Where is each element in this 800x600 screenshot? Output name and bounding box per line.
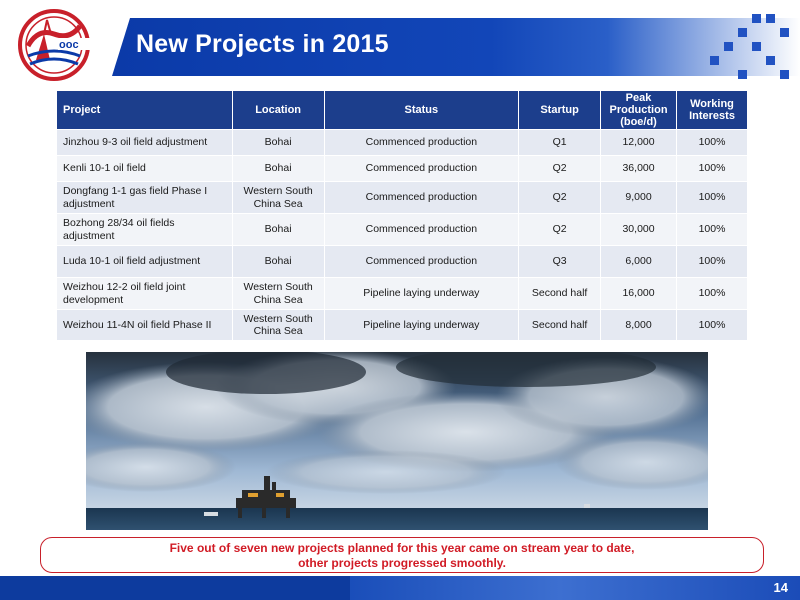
table-row <box>57 156 748 182</box>
column-header-peak-production: Peak Production (boe/d) <box>601 91 677 130</box>
cell-project: Dongfang 1-1 gas field Phase I adjustment <box>57 182 233 214</box>
cell-project: Jinzhou 9-3 oil field adjustment <box>57 130 233 156</box>
svg-text:ooc: ooc <box>59 39 79 51</box>
cell-project: Weizhou 12-2 oil field joint development <box>57 278 233 310</box>
cell-startup: Q2 <box>519 156 601 182</box>
table-row <box>57 310 748 341</box>
cell-status: Commenced production <box>324 246 519 278</box>
table-row <box>57 182 748 214</box>
column-header-working-interests: Working Interests <box>677 91 748 130</box>
table-row <box>57 130 748 156</box>
cell-working-interest: 100% <box>677 278 748 310</box>
projects-table <box>56 90 748 341</box>
page-title: New Projects in 2015 <box>136 30 389 58</box>
cell-startup: Q2 <box>519 182 601 214</box>
cell-peak-production: 6,000 <box>601 246 677 278</box>
cell-location: Western South China Sea <box>232 182 324 214</box>
cell-peak-production: 16,000 <box>601 278 677 310</box>
cnooc-logo-icon <box>14 6 100 84</box>
cell-peak-production: 8,000 <box>601 310 677 341</box>
footer-accent <box>0 576 350 600</box>
cell-status: Commenced production <box>324 130 519 156</box>
cell-peak-production: 9,000 <box>601 182 677 214</box>
cell-location: Bohai <box>232 156 324 182</box>
cell-project: Weizhou 11-4N oil field Phase II <box>57 310 233 341</box>
column-header-startup: Startup <box>519 91 601 130</box>
summary-callout <box>40 537 764 573</box>
cell-status: Commenced production <box>324 214 519 246</box>
cell-working-interest: 100% <box>677 182 748 214</box>
cell-location: Bohai <box>232 214 324 246</box>
table-row <box>57 278 748 310</box>
offshore-platform-photo <box>86 352 708 530</box>
cell-working-interest: 100% <box>677 156 748 182</box>
cell-peak-production: 36,000 <box>601 156 677 182</box>
cell-startup: Q3 <box>519 246 601 278</box>
cell-startup: Q2 <box>519 214 601 246</box>
cell-working-interest: 100% <box>677 214 748 246</box>
table-row <box>57 246 748 278</box>
cell-startup: Q1 <box>519 130 601 156</box>
column-header-status: Status <box>324 91 519 130</box>
column-header-location: Location <box>232 91 324 130</box>
table-row <box>57 214 748 246</box>
page-number: 14 <box>773 580 788 595</box>
cell-startup: Second half <box>519 278 601 310</box>
cell-location: Bohai <box>232 130 324 156</box>
cell-location: Bohai <box>232 246 324 278</box>
cell-project: Bozhong 28/34 oil fields adjustment <box>57 214 233 246</box>
cell-status: Pipeline laying underway <box>324 310 519 341</box>
cell-project: Kenli 10-1 oil field <box>57 156 233 182</box>
cell-status: Pipeline laying underway <box>324 278 519 310</box>
table-header-row <box>57 91 748 130</box>
cell-status: Commenced production <box>324 156 519 182</box>
cell-working-interest: 100% <box>677 310 748 341</box>
callout-line-1: Five out of seven new projects planned for this year came on stream year to date, <box>169 541 635 555</box>
cell-working-interest: 100% <box>677 246 748 278</box>
cell-location: Western South China Sea <box>232 310 324 341</box>
cell-project: Luda 10-1 oil field adjustment <box>57 246 233 278</box>
decorative-squares <box>690 10 800 90</box>
column-header-project: Project <box>57 91 233 130</box>
cell-location: Western South China Sea <box>232 278 324 310</box>
cell-peak-production: 12,000 <box>601 130 677 156</box>
footer-bar <box>0 576 800 600</box>
cell-peak-production: 30,000 <box>601 214 677 246</box>
cell-status: Commenced production <box>324 182 519 214</box>
callout-line-2: other projects progressed smoothly. <box>298 556 506 570</box>
cell-startup: Second half <box>519 310 601 341</box>
cell-working-interest: 100% <box>677 130 748 156</box>
